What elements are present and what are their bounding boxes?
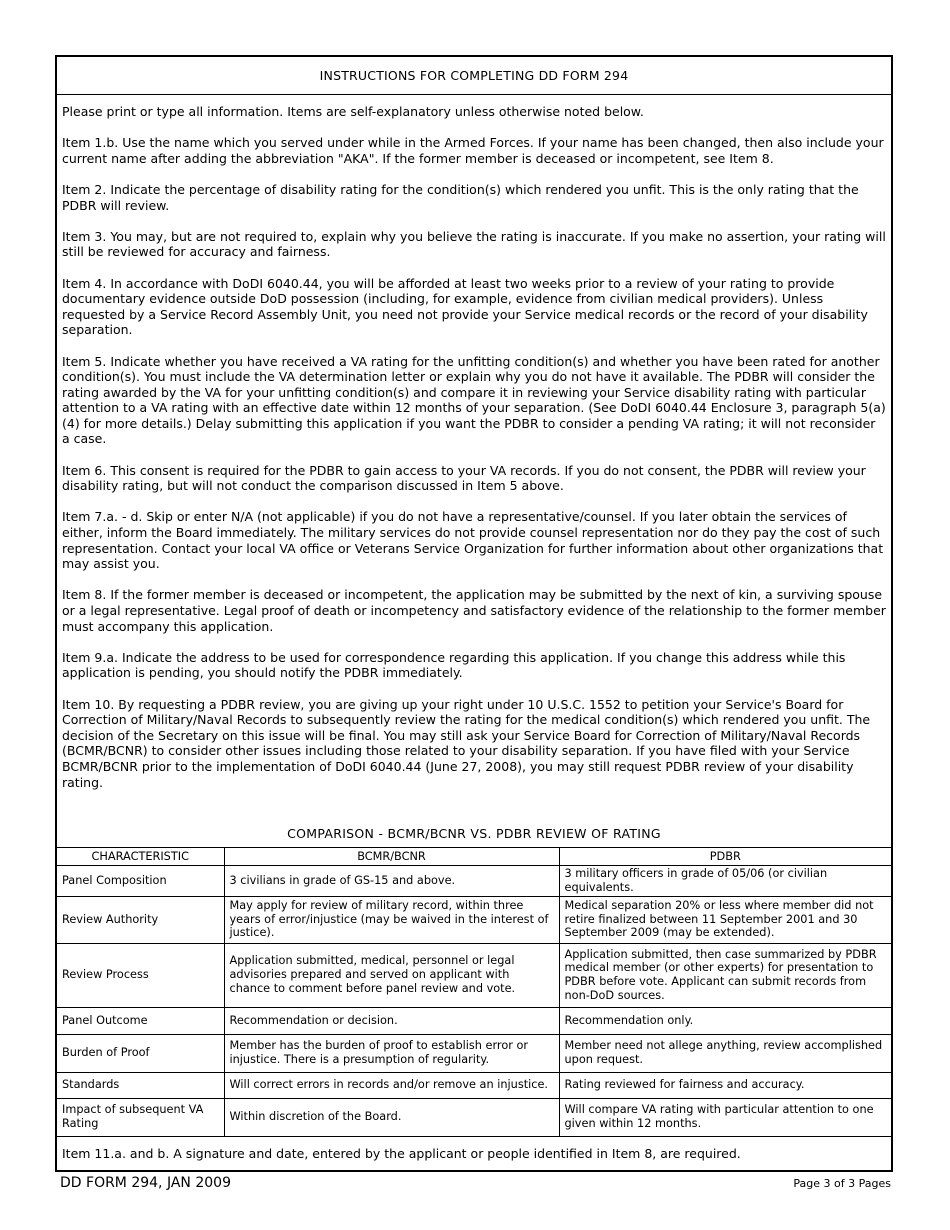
bcmr-cell: 3 civilians in grade of GS-15 and above. [224, 866, 559, 897]
bcmr-cell: May apply for review of military record, within three years of error/injustice (may be waived in the interest of justice). [224, 896, 559, 943]
table-row [57, 1007, 891, 1034]
instructions-body [57, 95, 891, 817]
instruction-paragraph: Item 2. Indicate the percentage of disability rating for the condition(s) which rendered you unfit. This is the only rating that the PDBR will review. [62, 181, 859, 213]
table-row [57, 866, 891, 897]
pdbr-cell: Rating reviewed for fairness and accuracy. [559, 1072, 891, 1098]
form-identifier: DD FORM 294, JAN 2009 [60, 1175, 231, 1191]
instruction-paragraph: Please print or type all information. Items are self-explanatory unless otherwise noted below. [62, 104, 644, 119]
table-row [57, 1072, 891, 1098]
pdbr-cell: 3 military officers in grade of 05/06 (or civilian equivalents. [559, 866, 891, 897]
instruction-paragraph: Item 10. By requesting a PDBR review, you are giving up your right under 10 U.S.C. 1552 to petition your Service's Board for Correction of Military/Naval Records to subsequently review the rating for the medical condition(s) which rendered you unfit. The decision of the Secretary on this issue will be final. You may still ask your Service Board for Correction of Military/Naval Records (BCMR/BCNR) to consider other issues including those related to your disability separation. If you have filed with your Service BCMR/BCNR prior to the implementation of DoDI 6040.44 (June 27, 2008), you may still request PDBR review of your disability rating. [62, 696, 871, 790]
pdbr-cell: Member need not allege anything, review accomplished upon request. [559, 1034, 891, 1072]
comparison-title: COMPARISON - BCMR/BCNR VS. PDBR REVIEW OF RATING [287, 826, 661, 841]
instruction-paragraph: Item 1.b. Use the name which you served under while in the Armed Forces. If your name has been changed, then also include your current name after adding the abbreviation "AKA". If the former member is deceased or incompetent, see Item 8. [62, 135, 884, 166]
pdbr-cell: Medical separation 20% or less where member did not retire finalized between 11 September 2001 and 30 September 2009 (may be extended). [559, 896, 891, 943]
item-11-instruction: Item 11.a. and b. A signature and date, entered by the applicant or people identified in Item 8, are required. [62, 1146, 741, 1161]
pdbr-cell: Will compare VA rating with particular attention to one given within 12 months. [559, 1098, 891, 1136]
bcmr-cell: Application submitted, medical, personnel or legal advisories prepared and served on applicant with chance to comment before panel review and vote. [224, 943, 559, 1007]
characteristic-cell: Review Process [57, 943, 224, 1007]
characteristic-cell: Burden of Proof [57, 1034, 224, 1072]
table-header-row [57, 848, 891, 866]
comparison-table [57, 847, 891, 1137]
characteristic-cell: Standards [57, 1072, 224, 1098]
bcmr-cell: Within discretion of the Board. [224, 1098, 559, 1136]
instruction-paragraph: Item 3. You may, but are not required to, explain why you believe the rating is inaccurate. If you make no assertion, your rating will still be reviewed for accuracy and fairness. [62, 228, 886, 260]
table-row [57, 943, 891, 1007]
instruction-paragraph: Item 6. This consent is required for the PDBR to gain access to your VA records. If you do not consent, the PDBR will review your disability rating, but will not conduct the comparison discussed in Item 5 above. [62, 462, 866, 494]
page-number: Page 3 of 3 Pages [793, 1177, 891, 1190]
bcmr-cell: Will correct errors in records and/or remove an injustice. [224, 1072, 559, 1098]
instruction-paragraph: Item 7.a. - d. Skip or enter N/A (not applicable) if you do not have a representative/counsel. If you later obtain the services of either, inform the Board immediately. The military services do not provide counsel representation nor do they pay the cost of such representation. Contact your local VA office or Veterans Service Organization for further information about other organizations that may assist you. [62, 509, 884, 572]
instructions-title: INSTRUCTIONS FOR COMPLETING DD FORM 294 [57, 57, 891, 95]
column-header: CHARACTERISTIC [57, 848, 224, 866]
bcmr-cell: Recommendation or decision. [224, 1007, 559, 1034]
instruction-paragraph: Item 4. In accordance with DoDI 6040.44, you will be afforded at least two weeks prior to a review of your rating to provide documentary evidence outside DoD possession (including, for example, evidence from civilian medical providers). Unless requested by a Service Record Assembly Unit, you need not provide your Service medical records or the record of your disability separation. [62, 275, 868, 338]
instruction-paragraph: Item 9.a. Indicate the address to be used for correspondence regarding this application. If you change this address while this application is pending, you should notify the PDBR immediately. [62, 649, 846, 681]
characteristic-cell: Impact of subsequent VA Rating [57, 1098, 224, 1136]
bcmr-cell: Member has the burden of proof to establish error or injustice. There is a presumption of regularity. [224, 1034, 559, 1072]
column-header: BCMR/BCNR [224, 848, 559, 866]
form-frame [55, 55, 893, 1172]
characteristic-cell: Review Authority [57, 896, 224, 943]
column-header: PDBR [559, 848, 891, 866]
instruction-paragraph: Item 5. Indicate whether you have received a VA rating for the unfitting condition(s) and whether you have been rated for another condition(s). You must include the VA determination letter or explain why you do not have it available. The PDBR will consider the rating awarded by the VA for your unfitting condition(s) and compare it in reviewing your Service disability rating with particular attention to a VA rating with an effective date within 12 months of your separation. (See DoDI 6040.44 Enclosure 3, paragraph 5(a)(4) for more details.) Delay submitting this application if you want the PDBR to consider a pending VA rating; it will not reconsider a case. [62, 353, 886, 447]
characteristic-cell: Panel Composition [57, 866, 224, 897]
table-row [57, 1034, 891, 1072]
pdbr-cell: Application submitted, then case summarized by PDBR medical member (or other experts) for presentation to PDBR before vote. Applicant can submit records from non-DoD sources. [559, 943, 891, 1007]
table-row [57, 896, 891, 943]
table-row [57, 1098, 891, 1136]
instruction-paragraph: Item 8. If the former member is deceased or incompetent, the application may be submitted by the next of kin, a surviving spouse or a legal representative. Legal proof of death or incompetency and satisfactory evidence of the relationship to the former member must accompany this application. [62, 587, 886, 634]
pdbr-cell: Recommendation only. [559, 1007, 891, 1034]
characteristic-cell: Panel Outcome [57, 1007, 224, 1034]
